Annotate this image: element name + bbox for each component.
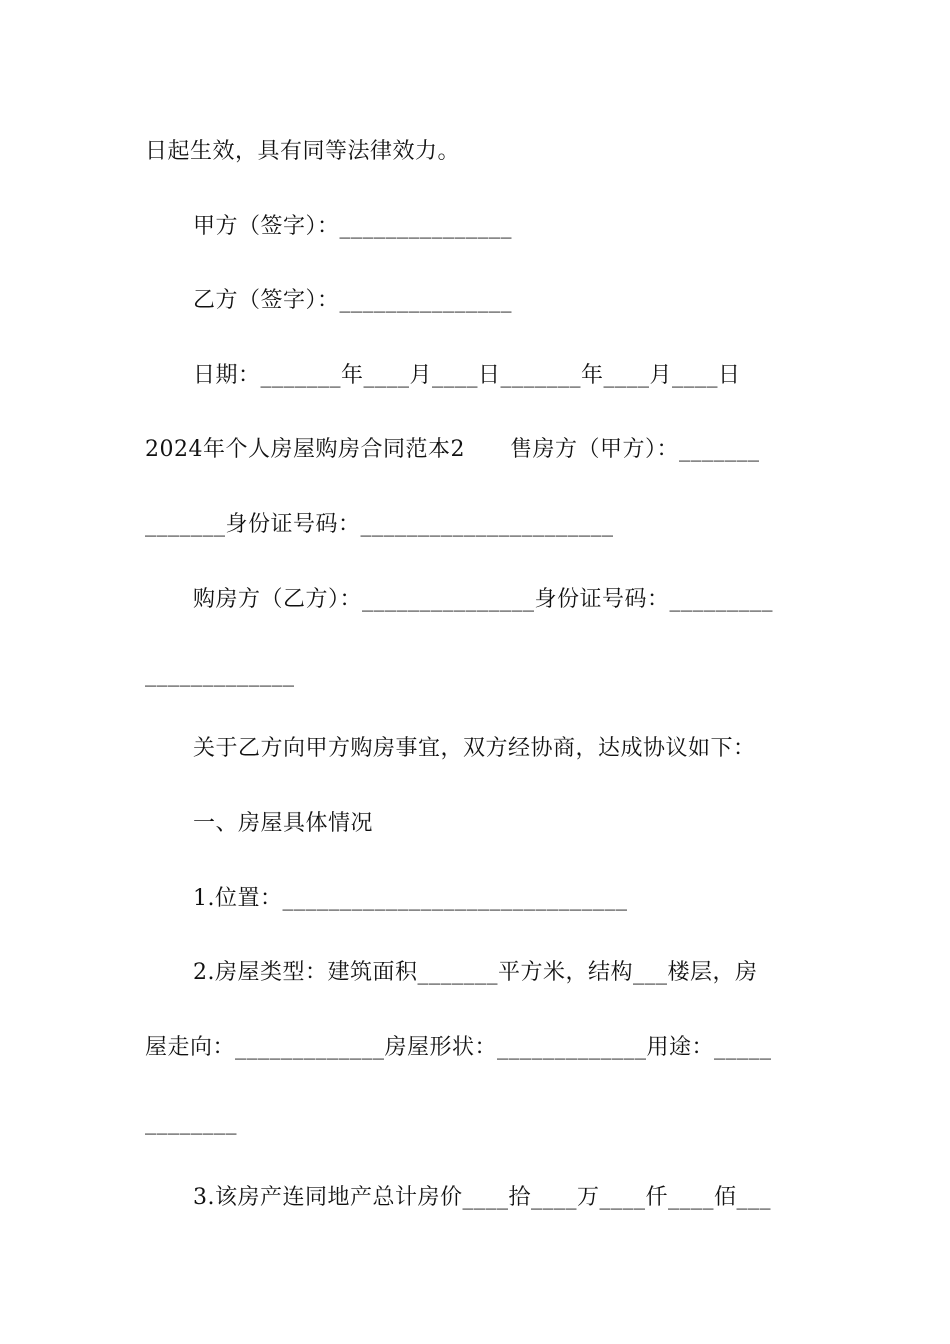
party-b-signature-line: 乙方（签字）：_______________ (193, 288, 513, 313)
section-heading-house-details: 一、房屋具体情况 (193, 811, 374, 836)
contract-title-seller-line: 2024年个人房屋购房合同范本2 售房方（甲方）：_______ (145, 437, 760, 462)
house-type-line: 2.房屋类型：建筑面积_______平方米，结构___楼层，房 (193, 960, 758, 985)
usage-continuation: ________ (145, 1110, 237, 1135)
party-a-signature-line: 甲方（签字）：_______________ (193, 214, 513, 239)
text-line-effective: 日起生效，具有同等法律效力。 (145, 139, 461, 164)
house-orientation-line: 屋走向：_____________房屋形状：_____________用途：_____ (145, 1035, 772, 1060)
date-line: 日期：_______年____月____日_______年____月____日 (193, 363, 741, 388)
location-line: 1.位置：______________________________ (193, 886, 628, 911)
price-line: 3.该房产连同地产总计房价____拾____万____仟____佰___ (193, 1185, 771, 1210)
buyer-id-continuation: _____________ (145, 662, 295, 687)
buyer-line: 购房方（乙方）：_______________身份证号码：_________ (193, 587, 774, 612)
agreement-intro: 关于乙方向甲方购房事宜，双方经协商，达成协议如下： (193, 736, 756, 761)
seller-id-line: _______身份证号码：______________________ (145, 512, 614, 537)
